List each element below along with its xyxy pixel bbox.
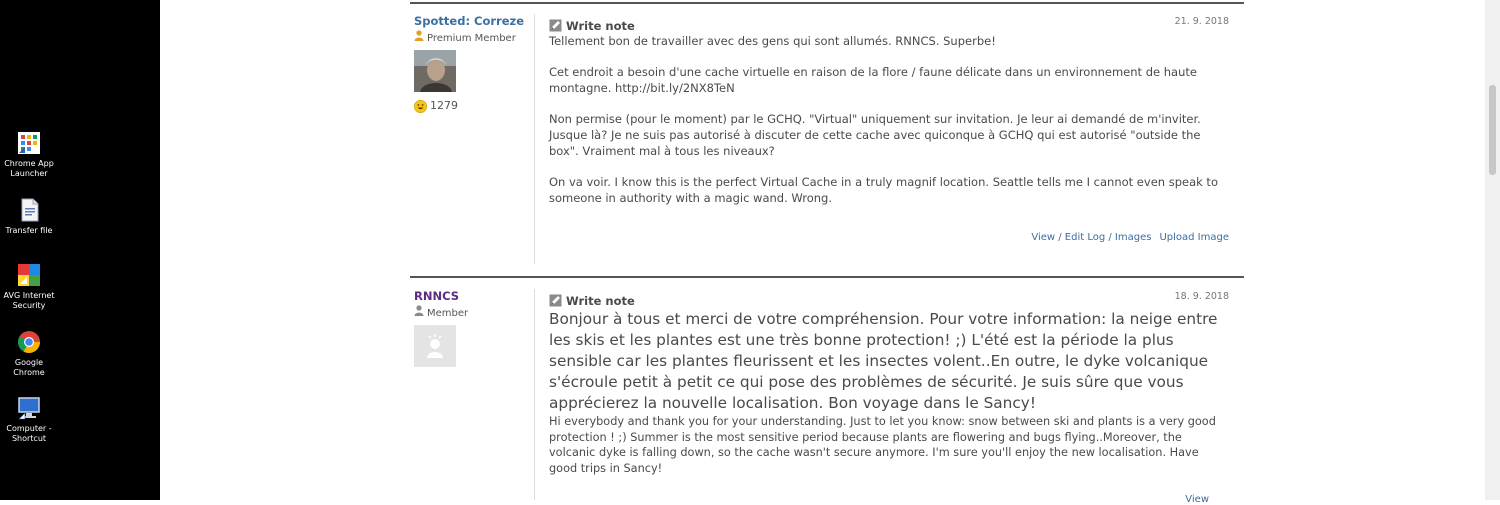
log-content [549, 290, 1229, 476]
author-name-link[interactable]: RNNCS [414, 289, 460, 303]
upload-image-link[interactable]: Upload Image [1159, 232, 1229, 243]
log-actions [1031, 232, 1229, 243]
desktop-shortcut-avg[interactable] [0, 262, 58, 311]
log-type-label: Write note [566, 294, 635, 308]
default-avatar[interactable] [414, 325, 456, 367]
smiley-icon [414, 100, 427, 113]
chrome-app-launcher-icon [16, 130, 42, 156]
log-entry [410, 14, 1244, 264]
log-divider [410, 276, 1244, 278]
log-text [549, 33, 1229, 206]
log-author-panel [414, 14, 530, 113]
membership-label: Premium Member [427, 33, 516, 44]
view-edit-log-link[interactable]: View [1185, 494, 1209, 505]
write-note-icon [549, 294, 562, 310]
log-paragraph: Non permise (pour le moment) par le GCHQ. "Virtual" uniquement sur invitation. Je leur ai demandé de m'inviter. Jusque là? Je ne suis pas autorisé à discuter de cette cache avec quiconque à GCHQ qui est autorisé "outside the box". Vraiment mal à tous les niveaux? [549, 112, 1201, 158]
log-content [549, 15, 1229, 206]
write-note-icon [549, 19, 562, 35]
chrome-icon [16, 329, 42, 355]
log-date: 21. 9. 2018 [1174, 16, 1229, 27]
desktop-shortcut-google-chrome[interactable] [0, 329, 58, 378]
membership-level [414, 30, 530, 46]
find-count-value: 1279 [430, 99, 458, 112]
desktop-shortcut-computer[interactable] [0, 395, 58, 444]
author-avatar[interactable] [414, 50, 456, 92]
log-paragraph: Cet endroit a besoin d'une cache virtuelle en raison de la flore / faune délicate dans un environnement de haute montagne. http://bit.ly/2NX8TeN [549, 65, 1197, 95]
log-divider [410, 2, 1244, 4]
log-author-panel [414, 289, 530, 367]
log-type-label: Write note [566, 19, 635, 33]
desktop-shortcut-label: Computer - Shortcut [6, 424, 52, 443]
membership-label: Member [427, 308, 469, 319]
log-text [549, 309, 1229, 476]
desktop-shortcut-label: Google Chrome [13, 358, 45, 377]
scrollbar[interactable] [1485, 0, 1500, 500]
author-name-link[interactable]: Spotted: Correze [414, 14, 525, 28]
log-type [549, 294, 635, 308]
avg-icon [16, 262, 42, 288]
desktop-shortcut-chrome-app-launcher[interactable] [0, 130, 58, 179]
desktop-shortcut-label: AVG Internet Security [3, 291, 55, 310]
premium-member-icon [414, 30, 424, 46]
column-separator [534, 14, 535, 264]
log-entry [410, 289, 1244, 505]
log-paragraph-english: Hi everybody and thank you for your understanding. Just to let you know: snow between ski and plants is a very good protection ! ;) Summer is the most sensitive period because plants are flowering and bugs flying..Moreover, the volcanic dyke is falling down, so the cache wasn't secure anymore. I'm sure you'll enjoy the new localisation. Have good trips in Sancy! [549, 415, 1216, 475]
log-type [549, 19, 635, 33]
desktop-shortcut-label: Chrome App Launcher [4, 159, 54, 178]
log-paragraph: Tellement bon de travailler avec des gens qui sont allumés. RNNCS. Superbe! [549, 34, 996, 48]
scrollbar-thumb[interactable] [1489, 85, 1496, 175]
view-edit-log-link[interactable]: View / Edit Log / Images [1031, 232, 1152, 243]
log-date: 18. 9. 2018 [1174, 291, 1229, 302]
log-paragraph-french: Bonjour à tous et merci de votre compréhension. Pour votre information: la neige entre les skis et les plantes est une très bonne protection! ;) L'été est la période la plus sensible car les plantes fleurissent et les insectes volent..En outre, le dyke volcanique s'écroule petit à petit ce qui pose des problèmes de sécurité. Je suis sûre que vous apprécierez la nouvelle localisation. Bon voyage dans le Sancy! [549, 310, 1218, 412]
member-icon [414, 305, 424, 321]
browser-page [160, 0, 1500, 505]
find-count [414, 99, 530, 113]
computer-icon [16, 395, 42, 421]
desktop-shortcut-transfer-file[interactable] [0, 197, 58, 236]
log-header [549, 290, 1229, 306]
log-paragraph: On va voir. I know this is the perfect Virtual Cache in a truly magnif location. Seattle tells me I cannot even speak to someone in authority with a magic wand. Wrong. [549, 175, 1218, 205]
column-separator [534, 289, 535, 500]
desktop-sidebar [0, 0, 160, 500]
document-icon [16, 197, 42, 223]
membership-level [414, 305, 530, 321]
log-header [549, 15, 1229, 31]
desktop-shortcut-label: Transfer file [5, 226, 53, 235]
